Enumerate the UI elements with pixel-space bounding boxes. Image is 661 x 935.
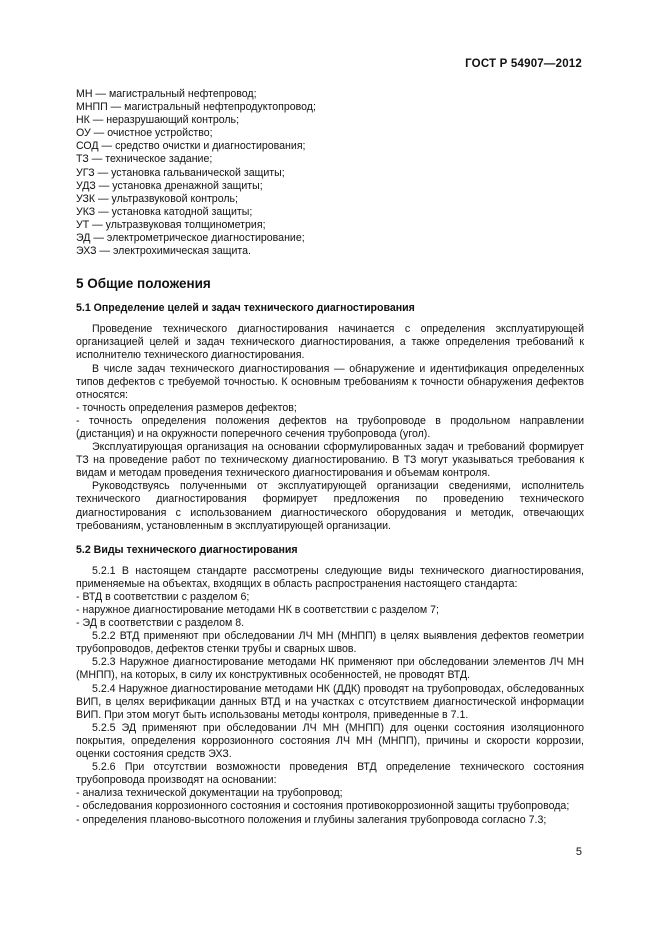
abbreviation-item: УКЗ — установка катодной защиты; [76,205,253,218]
page-content [76,88,584,827]
paragraph: 5.2.3 Наружное диагностирование методами НК применяют при обследовании элементов ЛЧ МН (МНПП), на которых, в силу их конструктивных особенностей, не проводят ВТД. [76,656,584,682]
list-item: - определения планово-высотного положения и глубины залегания трубопровода согласно 7.3; [76,813,547,826]
list-item: - наружное диагностирование методами НК в соответствии с разделом 7; [76,604,439,616]
abbreviation-item: НК — неразрушающий контроль; [76,114,240,127]
section-title: 5 Общие положения [76,276,211,292]
paragraph: 5.2.6 При отсутствии возможности проведения ВТД определение технического состояния трубопровода производят на основании: [76,761,584,787]
abbreviation-item: ЭД — электрометрическое диагностирование; [76,232,305,245]
page-number: 5 [575,846,582,858]
abbreviation-item: УГЗ — установка гальванической защиты; [76,166,285,179]
paragraph: 5.2.5 ЭД применяют при обследовании ЛЧ МН (МНПП) для оценки состояния изоляционного покрытия, определения коррозионного состояния ЛЧ МН (МНПП), причины и скорости коррозии, оценки состояния средств ЭХЗ. [76,721,584,761]
standard-header: ГОСТ Р 54907—2012 [465,58,582,70]
abbreviation-item: СОД — средство очистки и диагностирования; [76,140,306,153]
list-item: - ВТД в соответствии с разделом 6; [76,590,250,603]
subsection-title: 5.1 Определение целей и задач технического диагностирования [76,302,415,315]
paragraph: Эксплуатирующая организация на основании сформулированных задач и требований формирует ТЗ на проведение работ по техническому диагностированию. В ТЗ могут указываться требования к видам и методам проведения технического диагностирования и объемам контроля. [76,441,584,480]
paragraph: 5.2.2 ВТД применяют при обследовании ЛЧ МН (МНПП) в целях выявления дефектов геометрии трубопроводов, дефектов стенки трубы и сварных швов. [76,630,584,656]
list-item: - точность определения размеров дефектов; [76,401,297,414]
subsection-title: 5.2 Виды технического диагностирования [76,543,298,556]
list-item: - обследования коррозионного состояния и состояния противокоррозионной защиты трубопровода; [76,800,570,813]
abbreviation-item: ЭХЗ — электрохимическая защита. [76,245,251,258]
abbreviation-item: МНПП — магистральный нефтепродуктопровод; [76,101,316,114]
paragraph: Проведение технического диагностирования начинается с определения эксплуатирующей организацией целей и задач технического диагностирования, а также определения требований к исполнителю технического диагностирования. [76,323,584,362]
paragraph: Руководствуясь полученными от эксплуатирующей организации сведениями, исполнитель технического диагностирования формирует предложения по проведению технического диагностирования с использованием диагностического оборудования и методик, отвечающих требованиям, установленным в эксплуатирующей организации. [76,480,584,532]
abbreviation-item: УТ — ультразвуковая толщинометрия; [76,218,266,231]
list-item: - анализа технической документации на трубопровод; [76,787,343,800]
list-item: - ЭД в соответствии с разделом 8. [76,617,245,630]
list-item: - точность определения положения дефектов на трубопроводе в продольном направлении (дистанция) и на окружности поперечного сечения трубопровода (угол). [76,414,584,440]
abbreviation-list [76,88,584,258]
abbreviation-item: МН — магистральный нефтепровод; [76,88,257,100]
abbreviation-item: УЗК — ультразвуковой контроль; [76,192,238,205]
paragraph: 5.2.4 Наружное диагностирование методами НК (ДДК) проводят на трубопроводах, обследованных ВИП, в целях верификации данных ВТД и на участках с отсутствием диагностической информации ВИП. При этом могут быть использованы методы контроля, приведенные в 7.1. [76,682,584,721]
abbreviation-item: ТЗ — техническое задание; [76,153,213,166]
paragraph: 5.2.1 В настоящем стандарте рассмотрены следующие виды технического диагностирования, применяемые на объектах, входящих в область распространения настоящего стандарта: [76,564,584,590]
paragraph: В числе задач технического диагностирования — обнаружение и идентификация определенных типов дефектов с требуемой точностью. К основным требованиям к точности обнаружения дефектов относятся: [76,362,584,401]
abbreviation-item: УДЗ — установка дренажной защиты; [76,179,263,192]
abbreviation-item: ОУ — очистное устройство; [76,127,213,140]
